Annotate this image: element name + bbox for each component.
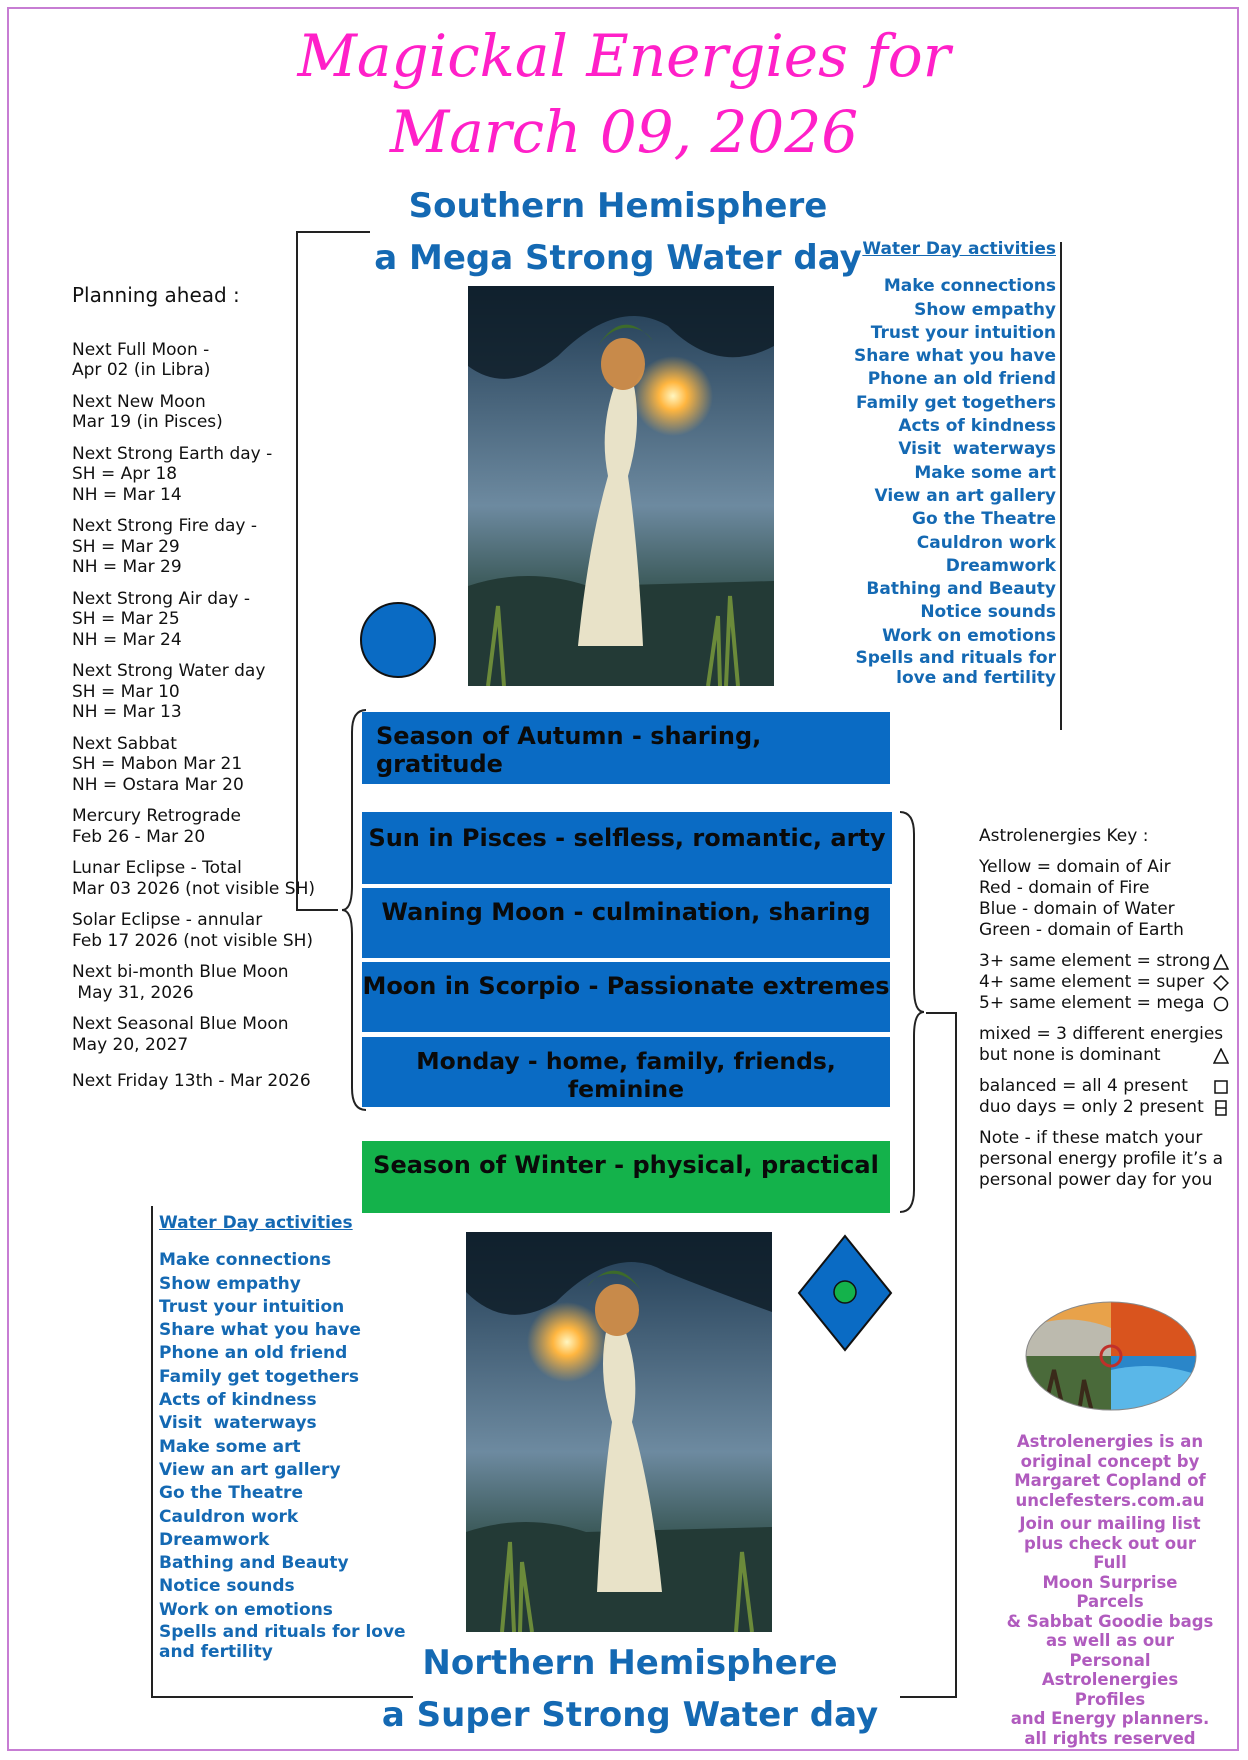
page-title-line2: March 09, 2026 (389, 98, 859, 166)
activities-left-border (151, 1206, 153, 1698)
key-strong-row (979, 951, 1229, 972)
northern-hemisphere-heading: Northern Hemisphere (422, 1643, 838, 1683)
southern-day-type: a Mega Strong Water day (374, 238, 862, 278)
key-red: Red - domain of Fire (979, 878, 1150, 898)
key-super-row (979, 972, 1229, 993)
activity-item: Spells and rituals for love (159, 1622, 406, 1643)
planning-item: Next Strong Air day - SH = Mar 25 NH = Mar 24 (72, 588, 251, 650)
activity-item: Make some art (914, 462, 1056, 483)
moon-sign-bar: Moon in Scorpio - Passionate extremes (362, 962, 890, 1032)
activity-item: love and fertility (896, 668, 1056, 689)
key-mixed-row (979, 1045, 1229, 1066)
activity-item: View an art gallery (874, 485, 1056, 506)
right-curly-brace (896, 810, 926, 1214)
activity-item: Phone an old friend (867, 369, 1056, 390)
activity-item: Notice sounds (920, 602, 1056, 623)
water-goddess-photo-top (468, 286, 774, 686)
planning-item: Next New Moon Mar 19 (in Pisces) (72, 391, 223, 432)
activity-item: Dreamwork (159, 1529, 270, 1550)
activity-item: Spells and rituals for (855, 648, 1056, 669)
astrolenergies-key (979, 826, 1229, 1191)
activities-title-left: Water Day activities (159, 1213, 353, 1233)
activity-item: Make connections (159, 1250, 332, 1271)
activity-item: Show empathy (914, 299, 1056, 320)
info-line: Astrolenergies is an (1016, 1432, 1204, 1451)
activity-item: Share what you have (159, 1320, 361, 1341)
planning-ahead-heading: Planning ahead : (72, 283, 240, 307)
activity-item: Work on emotions (882, 625, 1056, 646)
key-mixed-1: mixed = 3 different energies (979, 1024, 1224, 1044)
sun-sign-bar: Sun in Pisces - selfless, romantic, arty (362, 812, 892, 884)
info-line: Join our mailing list (1019, 1514, 1201, 1533)
diamond-icon (1213, 975, 1229, 991)
info-panel (1006, 1432, 1214, 1748)
activity-item: Acts of kindness (159, 1390, 317, 1411)
activity-item: View an art gallery (159, 1459, 341, 1480)
triangle-icon (1213, 954, 1229, 970)
activities-left-bottom (151, 1696, 413, 1698)
activity-item: Make some art (159, 1436, 301, 1457)
page-title-line1: Magickal Energies for (297, 22, 951, 90)
planning-item: Solar Eclipse - annular Feb 17 2026 (not visible SH) (72, 910, 314, 951)
activity-item: Make connections (883, 276, 1056, 297)
planning-item: Next Friday 13th - Mar 2026 (72, 1071, 311, 1091)
info-line: Astrolenergies Profiles (1041, 1670, 1179, 1709)
activity-item: Show empathy (159, 1273, 301, 1294)
planning-item: Next Full Moon - Apr 02 (in Libra) (72, 339, 211, 380)
activity-item: and fertility (159, 1642, 273, 1663)
key-mixed-2: but none is dominant (979, 1045, 1161, 1065)
activity-item: Dreamwork (945, 555, 1056, 576)
planning-item: Next Strong Earth day - SH = Apr 18 NH = Mar 14 (72, 443, 273, 505)
circle-icon (1213, 996, 1229, 1012)
activity-item: Cauldron work (159, 1506, 299, 1527)
activities-panel-right (848, 238, 1056, 688)
rights-reserved: all rights reserved (1024, 1728, 1196, 1748)
activity-item: Cauldron work (916, 532, 1056, 553)
key-duo: duo days = only 2 present (979, 1097, 1204, 1117)
website-link[interactable]: unclefesters.com.au (1015, 1490, 1205, 1510)
key-blue: Blue - domain of Water (979, 899, 1175, 919)
info-line: plus check out our Full (1024, 1533, 1196, 1572)
activity-item: Acts of kindness (898, 416, 1056, 437)
planning-item: Next Strong Water day SH = Mar 10 NH = Mar 13 (72, 661, 266, 722)
season-winter-bar: Season of Winter - physical, practical (362, 1141, 890, 1213)
bracket-right-top (926, 1012, 956, 1014)
key-green: Green - domain of Earth (979, 920, 1184, 940)
info-line: Margaret Copland of (1014, 1471, 1206, 1490)
super-water-diamond-icon (797, 1234, 893, 1352)
key-super: 4+ same element = super (979, 972, 1205, 992)
activities-right-border (1060, 242, 1062, 730)
split-square-icon (1213, 1100, 1229, 1116)
weekday-bar: Monday - home, family, friends, feminine (362, 1037, 890, 1107)
activity-item: Bathing and Beauty (159, 1553, 349, 1574)
key-balanced-row (979, 1076, 1229, 1097)
info-line: as well as our Personal (1045, 1631, 1175, 1670)
planning-item: Lunar Eclipse - Total Mar 03 2026 (not visible SH) (72, 858, 316, 899)
key-mega: 5+ same element = mega (979, 993, 1205, 1013)
season-autumn-bar: Season of Autumn - sharing, gratitude (362, 712, 890, 784)
key-mega-row (979, 993, 1229, 1014)
key-duo-row (979, 1097, 1229, 1118)
activity-item: Trust your intuition (870, 322, 1056, 343)
key-balanced: balanced = all 4 present (979, 1076, 1188, 1096)
activity-item: Family get togethers (159, 1366, 359, 1387)
planning-ahead-panel (72, 285, 352, 1103)
mega-water-circle-icon (359, 601, 437, 679)
planning-item: Next Strong Fire day - SH = Mar 29 NH = Mar 29 (72, 516, 257, 577)
planning-item: Mercury Retrograde Feb 26 - Mar 20 (72, 806, 241, 847)
mixed-triangle-icon (1213, 1048, 1229, 1064)
activity-item: Notice sounds (159, 1576, 295, 1597)
key-yellow: Yellow = domain of Air (979, 857, 1171, 877)
moon-phase-bar: Waning Moon - culmination, sharing (362, 888, 890, 958)
activity-item: Phone an old friend (159, 1343, 348, 1364)
planning-item: Next bi-month Blue Moon May 31, 2026 (72, 962, 289, 1003)
activity-item: Go the Theatre (912, 509, 1056, 530)
info-line: original concept by (1020, 1451, 1200, 1471)
bracket-right-foot (900, 1696, 957, 1698)
activity-item: Work on emotions (159, 1599, 333, 1620)
activity-item: Trust your intuition (159, 1296, 345, 1317)
activities-panel-left (159, 1212, 419, 1662)
info-line: and Energy planners. (1010, 1709, 1210, 1728)
key-note-3: personal power day for you (979, 1170, 1213, 1190)
activity-item: Family get togethers (856, 392, 1056, 413)
planning-item: Next Sabbat SH = Mabon Mar 21 NH = Ostara Mar 20 (72, 733, 244, 795)
activity-item: Go the Theatre (159, 1483, 303, 1504)
square-icon (1213, 1079, 1229, 1095)
activity-item: Visit waterways (898, 439, 1056, 460)
info-line: Moon Surprise Parcels (1042, 1572, 1178, 1611)
key-note-1: Note - if these match your (979, 1128, 1203, 1148)
bracket-right-v (955, 1012, 957, 1698)
astrolenergies-logo (1024, 1300, 1198, 1412)
key-strong: 3+ same element = strong (979, 951, 1211, 971)
northern-day-type: a Super Strong Water day (381, 1695, 879, 1735)
southern-hemisphere-heading: Southern Hemisphere (408, 186, 828, 226)
activity-item: Share what you have (854, 346, 1056, 367)
info-line: & Sabbat Goodie bags (1006, 1611, 1214, 1631)
activities-title-right: Water Day activities (862, 239, 1056, 259)
activity-item: Bathing and Beauty (866, 579, 1056, 600)
activity-item: Visit waterways (159, 1413, 317, 1434)
planning-item: Next Seasonal Blue Moon May 20, 2027 (72, 1014, 289, 1055)
key-heading: Astrolenergies Key : (979, 826, 1149, 846)
water-goddess-photo-bottom (466, 1232, 772, 1632)
bracket-top-h (296, 231, 370, 233)
key-note-2: personal energy profile it’s a (979, 1149, 1224, 1169)
